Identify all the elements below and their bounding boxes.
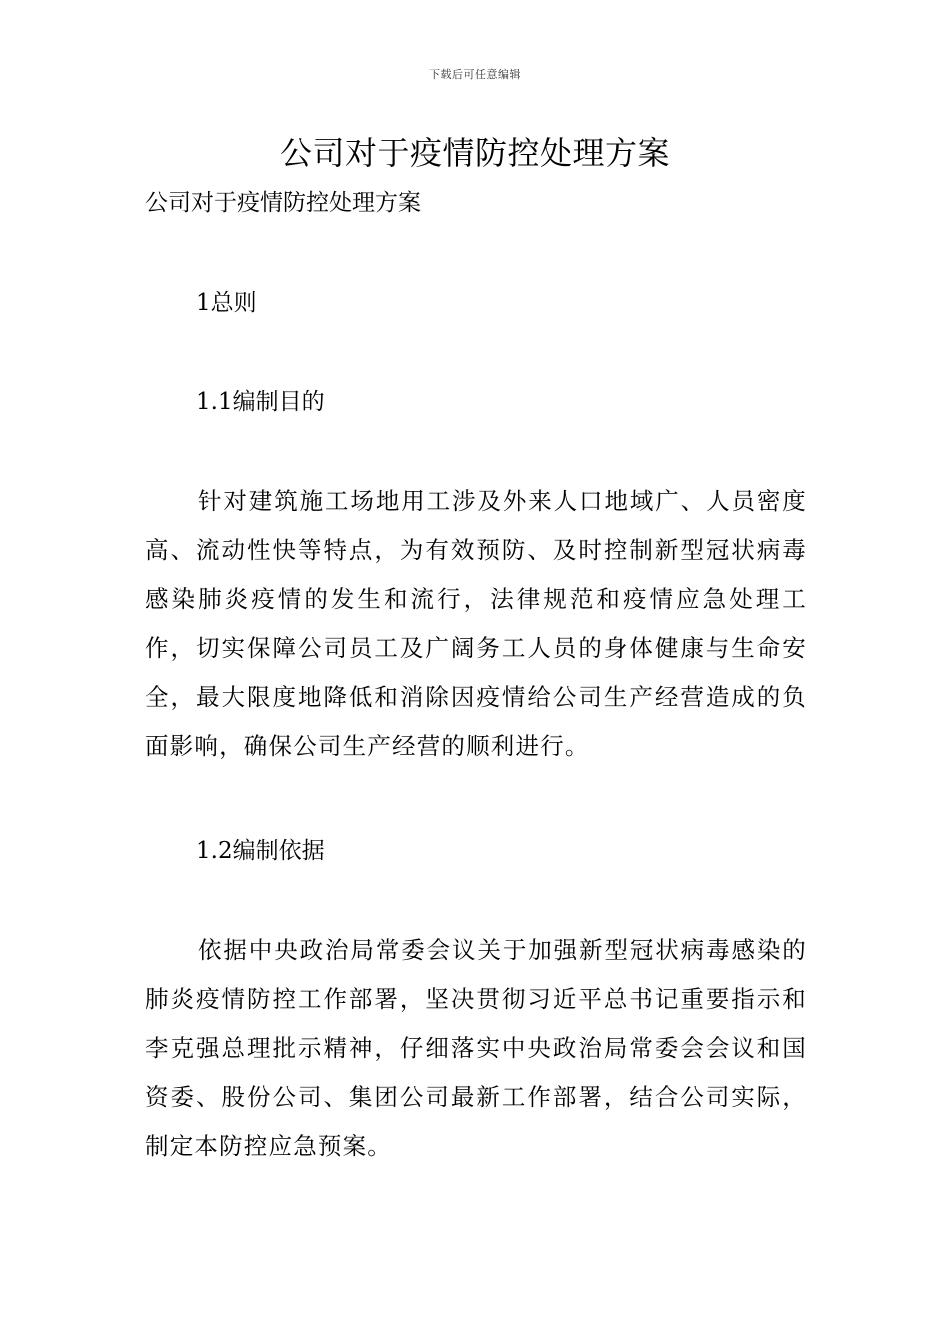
paragraph-purpose: 针对建筑施工场地用工涉及外来人口地域广、人员密度高、流动性快等特点，为有效预防、及时控制新型冠状病毒感染肺炎疫情的发生和流行，法律规范和疫情应急处理工作，切实保障公司员工及广阔务工人员的身体健康与生命安全，最大限度地降低和消除因疫情给公司生产经营造成的负面影响，确保公司生产经营的顺利进行。 <box>145 487 807 760</box>
section-heading-purpose: 1.1编制目的 <box>196 389 325 415</box>
section-heading-general: 1总则 <box>196 290 257 316</box>
document-subtitle: 公司对于疫情防控处理方案 <box>145 190 421 216</box>
paragraph-basis: 依据中央政治局常委会议关于加强新型冠状病毒感染的肺炎疫情防控工作部署，坚决贯彻习近平总书记重要指示和李克强总理批示精神，仔细落实中央政治局常委会会议和国资委、股份公司、集团公司最新工作部署，结合公司实际，制定本防控应急预案。 <box>145 936 807 1160</box>
page-title: 公司对于疫情防控处理方案 <box>279 134 670 172</box>
header-note: 下载后可任意编辑 <box>429 68 521 81</box>
section-heading-basis: 1.2编制依据 <box>196 838 325 864</box>
